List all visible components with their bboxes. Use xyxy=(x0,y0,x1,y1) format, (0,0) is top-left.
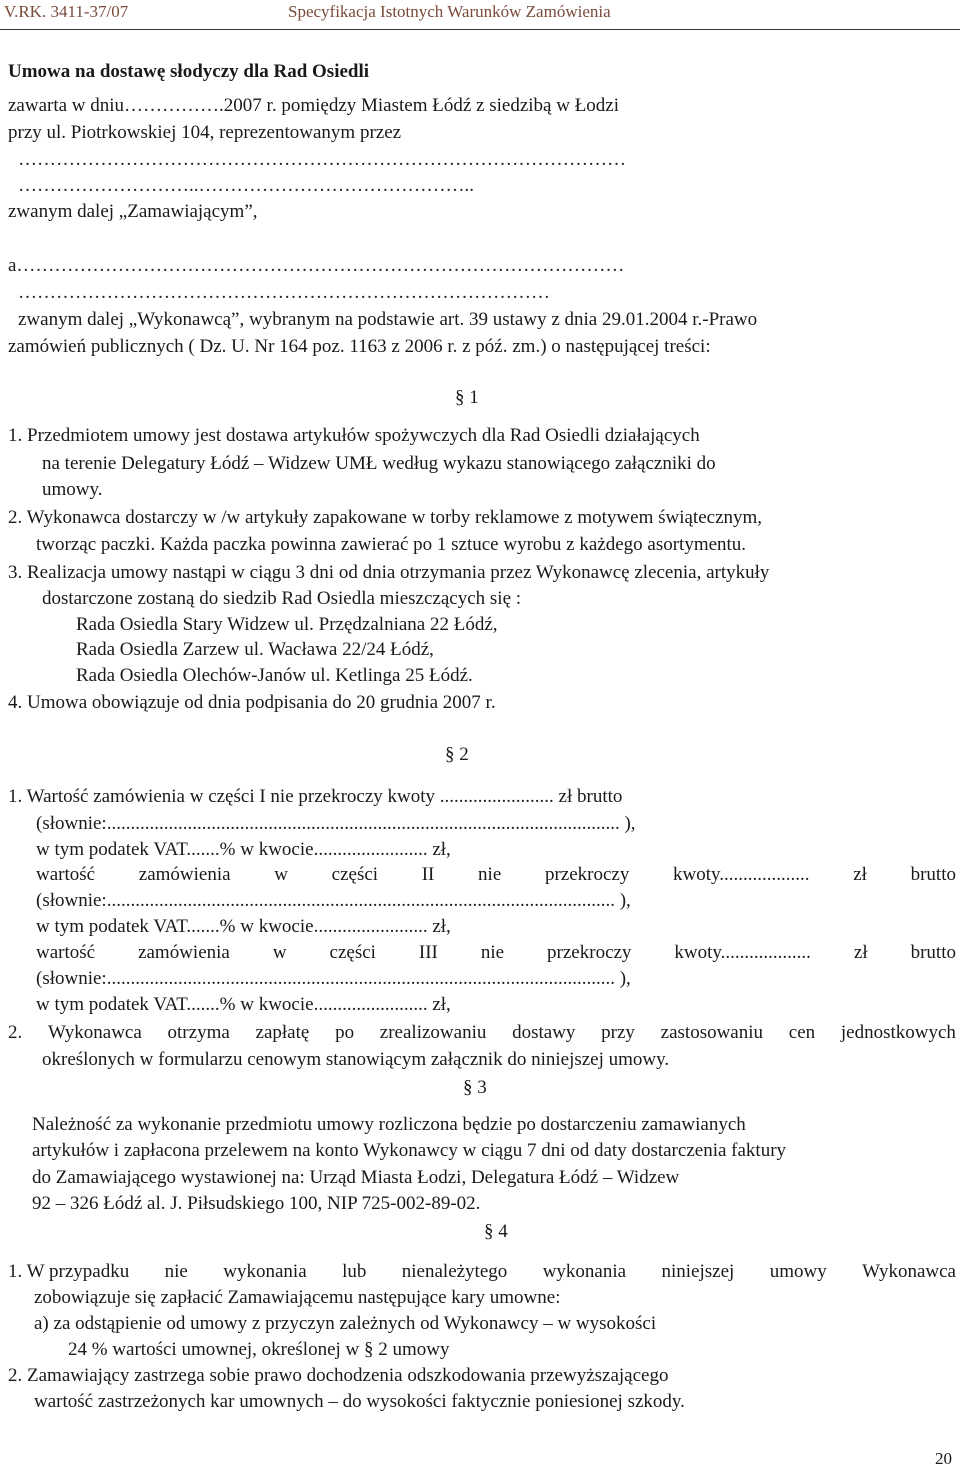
s2-line: określonych w formularzu cenowym stanowiącym załącznik do niniejszej umowy. xyxy=(42,1049,670,1070)
s4-line: 2. Zamawiający zastrzega sobie prawo dochodzenia odszkodowania przewyższającego xyxy=(8,1365,669,1386)
intro-line: zamówień publicznych ( Dz. U. Nr 164 poz. 1163 z 2006 r. z póź. zm.) o następującej treści: xyxy=(8,336,711,357)
word: zamówienia xyxy=(138,942,230,963)
s3-line: 92 – 326 Łódź al. J. Piłsudskiego 100, NIP 725-002-89-02. xyxy=(32,1193,481,1214)
word: w xyxy=(274,864,288,885)
word: części xyxy=(329,942,376,963)
s1-address: Rada Osiedla Stary Widzew ul. Przędzalniana 22 Łódź, xyxy=(76,614,498,635)
word: wykonania xyxy=(223,1261,307,1282)
word: niniejszej xyxy=(661,1261,735,1282)
word: jednostkowych xyxy=(840,1022,956,1043)
word: przekroczy xyxy=(547,942,632,963)
word: zastosowaniu xyxy=(660,1022,764,1043)
word: umowy xyxy=(769,1261,827,1282)
word: zł xyxy=(853,942,868,963)
word: kwoty................... xyxy=(674,942,811,963)
s2-line: (słownie:........................................................................................................... ), xyxy=(36,890,631,911)
word: nie xyxy=(164,1261,188,1282)
s4-line: wartość zastrzeżonych kar umownych – do wysokości faktycznie poniesionej szkody. xyxy=(34,1391,685,1412)
s4-line: 24 % wartości umownej, określonej w § 2 umowy xyxy=(68,1339,450,1360)
document-series-title: Specyfikacja Istotnych Warunków Zamówienia xyxy=(288,2,611,21)
s1-address: Rada Osiedla Zarzew ul. Wacława 22/24 Łódź, xyxy=(76,639,434,660)
word: brutto xyxy=(910,864,956,885)
word: w xyxy=(272,942,287,963)
intro-placeholder-line: …………………………………………………………………………………… xyxy=(18,149,626,170)
s3-line: do Zamawiającego wystawionej na: Urząd Miasta Łodzi, Delegatura Łódź – Widzew xyxy=(32,1167,680,1188)
s4-line: zobowiązuje się zapłacić Zamawiającemu następujące kary umowne: xyxy=(34,1287,561,1308)
s2-line: w tym podatek VAT.......% w kwocie........................ zł, xyxy=(36,839,451,860)
word: przekroczy xyxy=(544,864,630,885)
word: nie xyxy=(478,864,502,885)
word: zrealizowaniu xyxy=(379,1022,487,1043)
word: Wykonawca xyxy=(862,1261,956,1282)
section-heading-1: § 1 xyxy=(455,387,479,408)
s1-line: umowy. xyxy=(42,479,103,500)
word: wartość xyxy=(36,942,96,963)
word: otrzyma xyxy=(167,1022,230,1043)
s1-line: dostarczone zostaną do siedzib Rad Osiedla mieszczących się : xyxy=(42,588,522,609)
contract-title: Umowa na dostawę słodyczy dla Rad Osiedli xyxy=(8,61,370,82)
s4-line: a) za odstąpienie od umowy z przyczyn zależnych od Wykonawcy – w wysokości xyxy=(34,1313,657,1334)
word: 1. W przypadku xyxy=(8,1261,130,1282)
word: wykonania xyxy=(542,1261,627,1282)
s2-justified-line xyxy=(36,863,956,887)
header-divider xyxy=(0,29,960,30)
word: II xyxy=(421,864,435,885)
word: części xyxy=(331,864,379,885)
document-reference: V.RK. 3411-37/07 xyxy=(4,2,129,21)
page-number: 20 xyxy=(935,1449,952,1468)
s1-line: na terenie Delegatury Łódź – Widzew UMŁ według wykazu stanowiącego załączniki do xyxy=(42,453,716,474)
word: zapłatę xyxy=(255,1022,310,1043)
intro-placeholder-line: ………………………..…………………………………….. xyxy=(18,175,474,196)
intro-line: zawarta w dniu…………….2007 r. pomiędzy Miastem Łódź z siedzibą w Łodzi xyxy=(8,95,620,116)
word: cen xyxy=(788,1022,816,1043)
s1-line: 2. Wykonawca dostarczy w /w artykuły zapakowane w torby reklamowe z motywem świątecznym, xyxy=(8,507,763,528)
word: zł xyxy=(853,864,867,885)
s2-line: (słownie:............................................................................................................ ), xyxy=(36,813,636,834)
word: 2. xyxy=(8,1022,23,1043)
s1-line: 1. Przedmiotem umowy jest dostawa artykułów spożywczych dla Rad Osiedli działających xyxy=(8,425,700,446)
intro-placeholder-line: a…………………………………………………………………………………… xyxy=(8,255,625,276)
intro-line: zwanym dalej „Wykonawcą”, wybranym na podstawie art. 39 ustawy z dnia 29.01.2004 r.-Prawo xyxy=(18,309,758,330)
s2-line: w tym podatek VAT.......% w kwocie........................ zł, xyxy=(36,994,451,1015)
s2-line: (słownie:........................................................................................................... ), xyxy=(36,968,631,989)
s2-justified-line xyxy=(36,941,956,965)
page-header xyxy=(0,0,960,30)
word: po xyxy=(335,1022,355,1043)
intro-placeholder-line: ………………………………………………………………………… xyxy=(18,282,550,303)
word: kwoty................... xyxy=(673,864,810,885)
s3-line: artykułów i zapłacona przelewem na konto Wykonawcy w ciągu 7 dni od daty dostarczenia faktury xyxy=(32,1140,787,1161)
intro-line: zwanym dalej „Zamawiającym”, xyxy=(8,201,258,222)
s2-line: w tym podatek VAT.......% w kwocie........................ zł, xyxy=(36,916,451,937)
s4-justified-line xyxy=(8,1260,956,1284)
s1-line: 4. Umowa obowiązuje od dnia podpisania do 20 grudnia 2007 r. xyxy=(8,692,496,713)
section-heading-3: § 3 xyxy=(463,1077,487,1098)
word: dostawy xyxy=(512,1022,576,1043)
section-heading-4: § 4 xyxy=(484,1221,508,1242)
s2-justified-line xyxy=(8,1021,956,1045)
intro-line: przy ul. Piotrkowskiej 104, reprezentowanym przez xyxy=(8,122,402,143)
section-heading-2: § 2 xyxy=(445,744,469,765)
s1-line: tworząc paczki. Każda paczka powinna zawierać po 1 sztuce wyrobu z każdego asortymentu. xyxy=(36,534,747,555)
word: przy xyxy=(601,1022,635,1043)
word: Wykonawca xyxy=(47,1022,142,1043)
word: nienależytego xyxy=(401,1261,508,1282)
word: zamówienia xyxy=(138,864,231,885)
word: wartość xyxy=(36,864,96,885)
s1-address: Rada Osiedla Olechów-Janów ul. Ketlinga 25 Łódź. xyxy=(76,665,473,686)
word: nie xyxy=(480,942,505,963)
s2-line: 1. Wartość zamówienia w części I nie przekroczy kwoty ........................ zł brutto xyxy=(8,786,623,807)
word: brutto xyxy=(910,942,956,963)
word: lub xyxy=(342,1261,367,1282)
word: III xyxy=(418,942,438,963)
s3-line: Należność za wykonanie przedmiotu umowy rozliczona będzie po dostarczeniu zamawianych xyxy=(32,1114,746,1135)
s1-line: 3. Realizacja umowy nastąpi w ciągu 3 dni od dnia otrzymania przez Wykonawcę zlecenia, artykuły xyxy=(8,562,770,583)
